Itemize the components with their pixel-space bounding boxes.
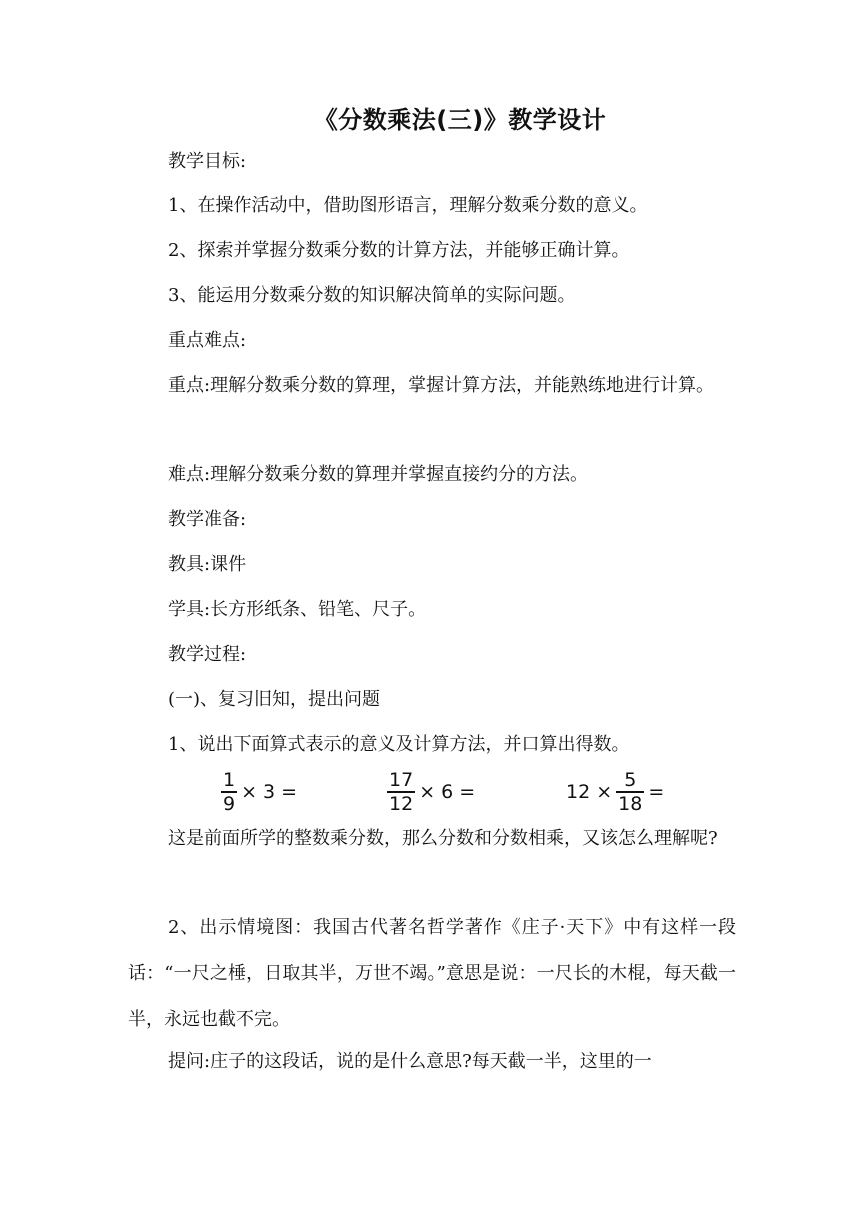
denominator: 18 — [618, 792, 643, 815]
fraction — [387, 769, 415, 815]
fraction — [221, 769, 237, 815]
preparation-student: 学具:长方形纸条、铅笔、尺子。 — [168, 599, 427, 620]
numerator: 1 — [223, 769, 236, 792]
goal-item-2: 2、探索并掌握分数乘分数的计算方法，并能够正确计算。 — [168, 240, 630, 261]
process-heading: 教学过程: — [168, 644, 247, 665]
fraction — [616, 769, 644, 815]
goals-heading: 教学目标: — [168, 151, 247, 172]
denominator: 12 — [389, 792, 414, 815]
keypoints-focus: 重点:理解分数乘分数的算理，掌握计算方法，并能熟练地进行计算。 — [168, 375, 715, 396]
denominator: 9 — [223, 792, 236, 815]
goal-item-1: 1、在操作活动中，借助图形语言，理解分数乘分数的意义。 — [168, 195, 648, 216]
process-section-1: (一)、复习旧知，提出问题 — [168, 689, 381, 710]
document-title: 《分数乘法(三)》教学设计 — [313, 106, 607, 134]
exercise-2 — [385, 766, 477, 818]
paragraph-integer-times-fraction: 这是前面所学的整数乘分数，那么分数和分数相乘，又该怎么理解呢? — [168, 828, 718, 849]
keypoints-difficulty: 难点:理解分数乘分数的算理并掌握直接约分的方法。 — [168, 464, 589, 485]
exercise-1 — [219, 766, 299, 818]
goal-item-3: 3、能运用分数乘分数的知识解决简单的实际问题。 — [168, 285, 576, 306]
preparation-teacher: 教具:课件 — [168, 554, 247, 575]
keypoints-heading: 重点难点: — [168, 330, 247, 351]
numerator: 17 — [389, 769, 414, 792]
paragraph-zhuangzi-story: 2、出示情境图：我国古代著名哲学著作《庄子·天下》中有这样一段话：“一尺之棰，日取其半，万世不竭。”意思是说：一尺长的木棍，每天截一半，永远也截不完。 — [128, 917, 736, 1030]
numerator: 5 — [624, 769, 637, 792]
expression-tail: × 3 = — [241, 781, 298, 803]
expression-tail: × 6 = — [419, 781, 476, 803]
exercise-3 — [564, 766, 666, 818]
expression-lead: 12 × — [566, 781, 613, 803]
process-item-1: 1、说出下面算式表示的意义及计算方法，并口算出得数。 — [168, 734, 630, 755]
paragraph-question: 提问:庄子的这段话，说的是什么意思?每天截一半，这里的一 — [168, 1051, 652, 1072]
preparation-heading: 教学准备: — [168, 509, 247, 530]
expression-tail: = — [648, 781, 665, 803]
